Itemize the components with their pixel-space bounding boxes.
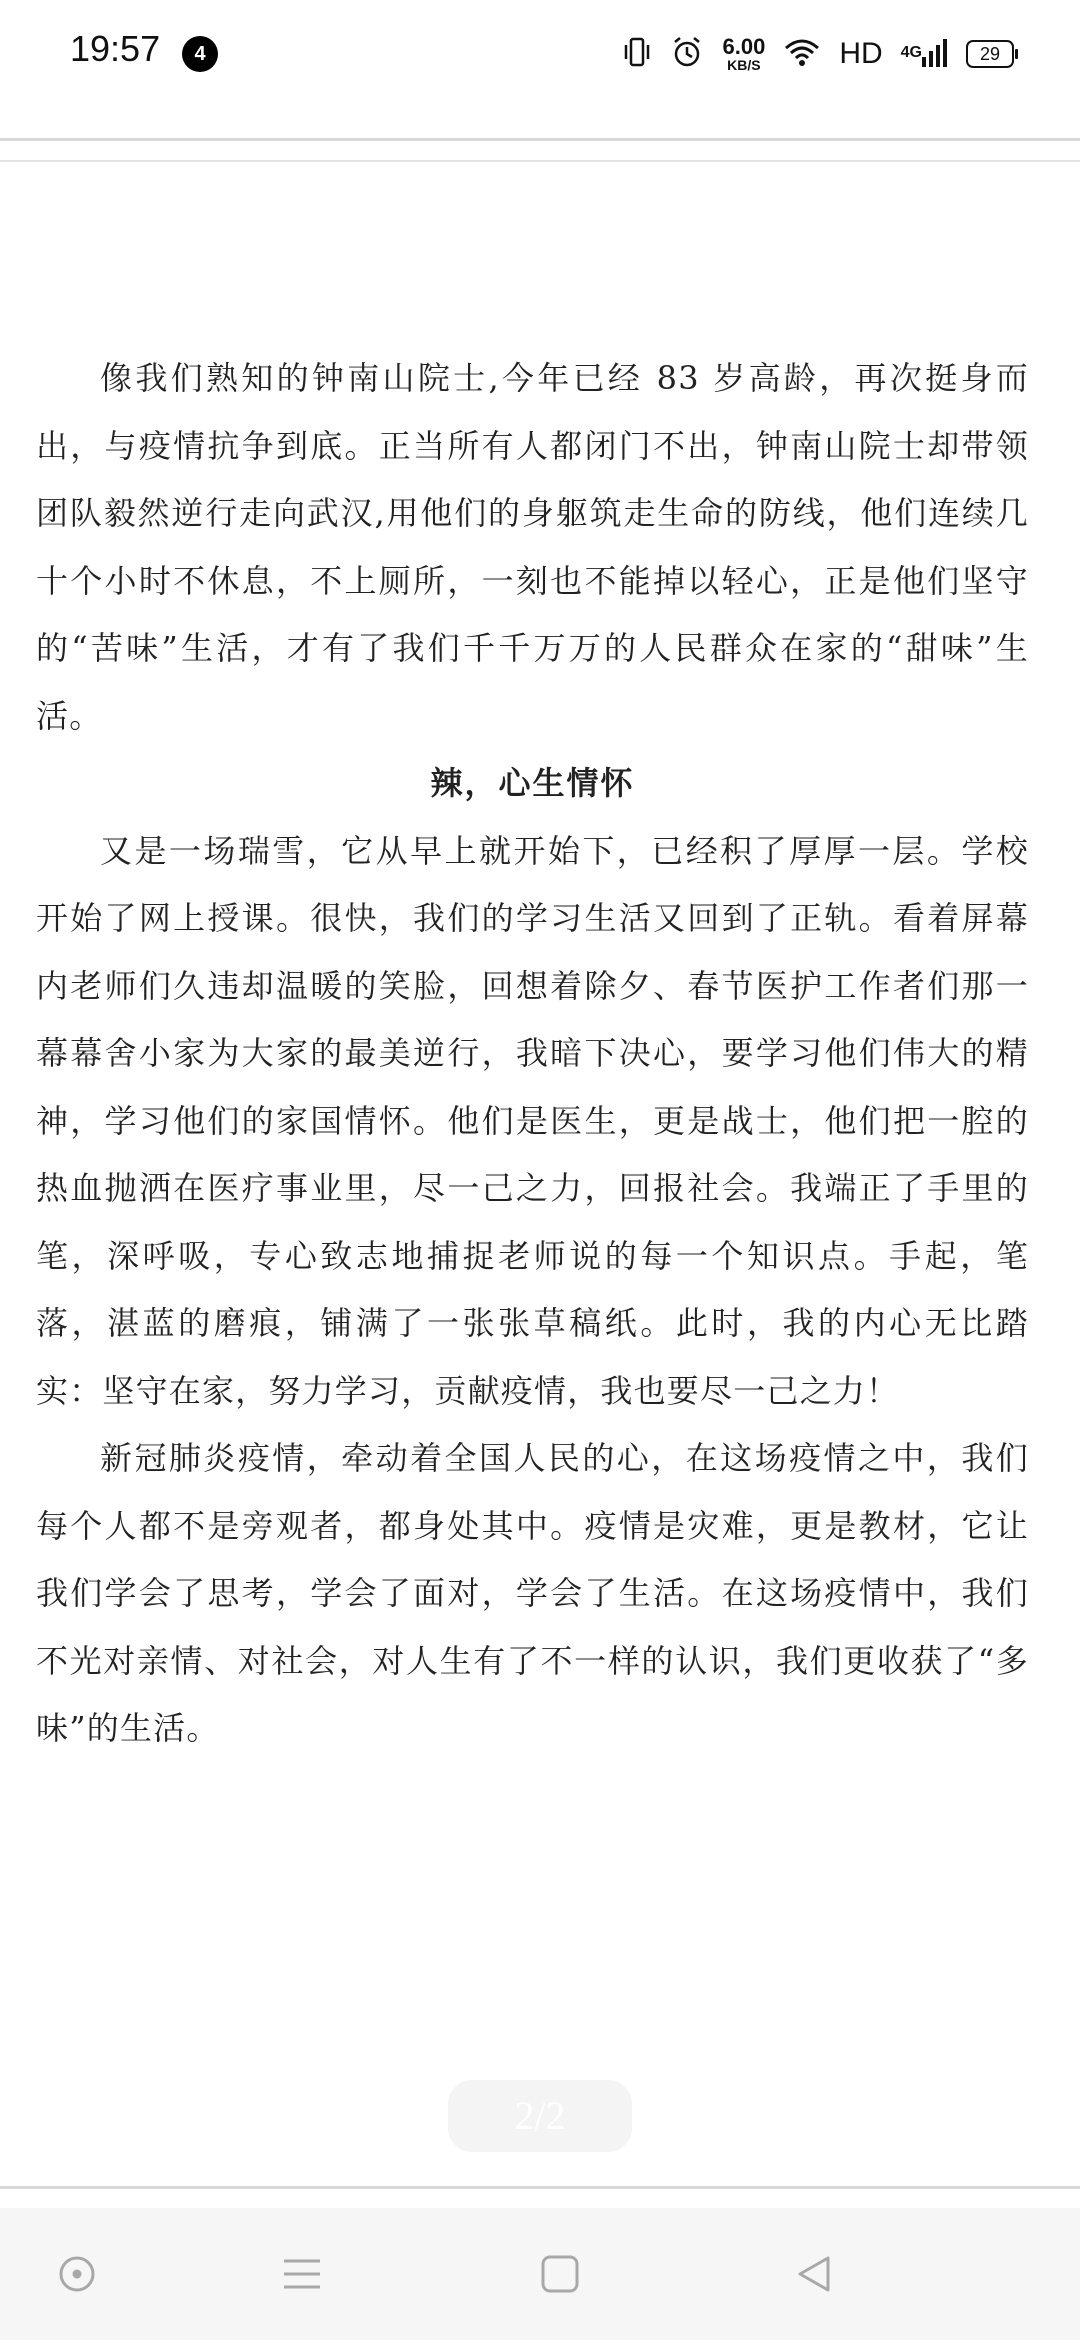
status-bar — [0, 0, 1080, 100]
alarm-icon — [670, 35, 704, 74]
bottom-divider — [0, 2186, 1080, 2189]
paragraph: 新冠肺炎疫情，牵动着全国人民的心，在这场疫情之中，我们每个人都不是旁观者，都身处其中。疫情是灾难，更是教材，它让我们学会了思考，学会了面对，学会了生活。在这场疫情中，我们不光对亲情、对社会，对人生有了不一样的认识，我们更收获了“多味”的生活。 — [36, 1439, 1029, 1747]
back-icon — [794, 2254, 834, 2294]
assistant-icon — [57, 2254, 97, 2294]
menu-icon — [282, 2254, 322, 2294]
network-type-label: 4G — [900, 43, 922, 61]
network-speed-value: 6.00 — [722, 34, 766, 59]
home-icon — [540, 2254, 580, 2294]
navigation-bar — [0, 2208, 1080, 2340]
paragraph: 像我们熟知的钟南山院士,今年已经 83 岁高龄，再次挺身而出，与疫情抗争到底。正当所有人都闭门不出，钟南山院士却带领团队毅然逆行走向武汉,用他们的身躯筑走生命的防线，他们连续几十个小时不休息，不上厕所，一刻也不能掉以轻心，正是他们坚守的“苦味”生活，才有了我们千千万万的人民群众在家的“甜味”生活。 — [36, 359, 1029, 735]
notification-count-badge: 4 — [182, 36, 218, 72]
home-button[interactable] — [505, 2208, 615, 2340]
top-divider-secondary — [0, 160, 1080, 162]
status-icons — [622, 30, 1014, 78]
vibrate-icon — [622, 35, 652, 74]
network-speed-unit: KB/S — [727, 57, 761, 73]
back-button[interactable] — [759, 2208, 869, 2340]
top-divider — [0, 138, 1080, 141]
page-indicator: 2/2 — [448, 2080, 632, 2152]
menu-button[interactable] — [247, 2208, 357, 2340]
section-heading: 辣，心生情怀 — [430, 764, 635, 802]
document-content — [36, 345, 1029, 1763]
wifi-icon — [783, 37, 821, 72]
battery-icon: 29 — [966, 40, 1014, 68]
status-time: 19:57 — [70, 28, 161, 69]
network-speed — [722, 36, 765, 72]
paragraph: 又是一场瑞雪，它从早上就开始下，已经积了厚厚一层。学校开始了网上授课。很快，我们的学习生活又回到了正轨。看着屏幕内老师们久违却温暖的笑脸，回想着除夕、春节医护工作者们那一幕幕舍小家为大家的最美逆行，我暗下决心，要学习他们伟大的精神，学习他们的家国情怀。他们是医生，更是战士，他们把一腔的热血抛洒在医疗事业里，尽一己之力，回报社会。我端正了手里的笔，深呼吸，专心致志地捕捉老师说的每一个知识点。手起，笔落，湛蓝的磨痕，铺满了一张张草稿纸。此时，我的内心无比踏实：坚守在家，努力学习，贡献疫情，我也要尽一己之力！ — [36, 831, 1029, 1410]
hd-label: HD — [839, 37, 883, 70]
signal-icon — [922, 37, 948, 72]
cellular-signal — [901, 37, 948, 72]
assistant-button[interactable] — [22, 2208, 132, 2340]
